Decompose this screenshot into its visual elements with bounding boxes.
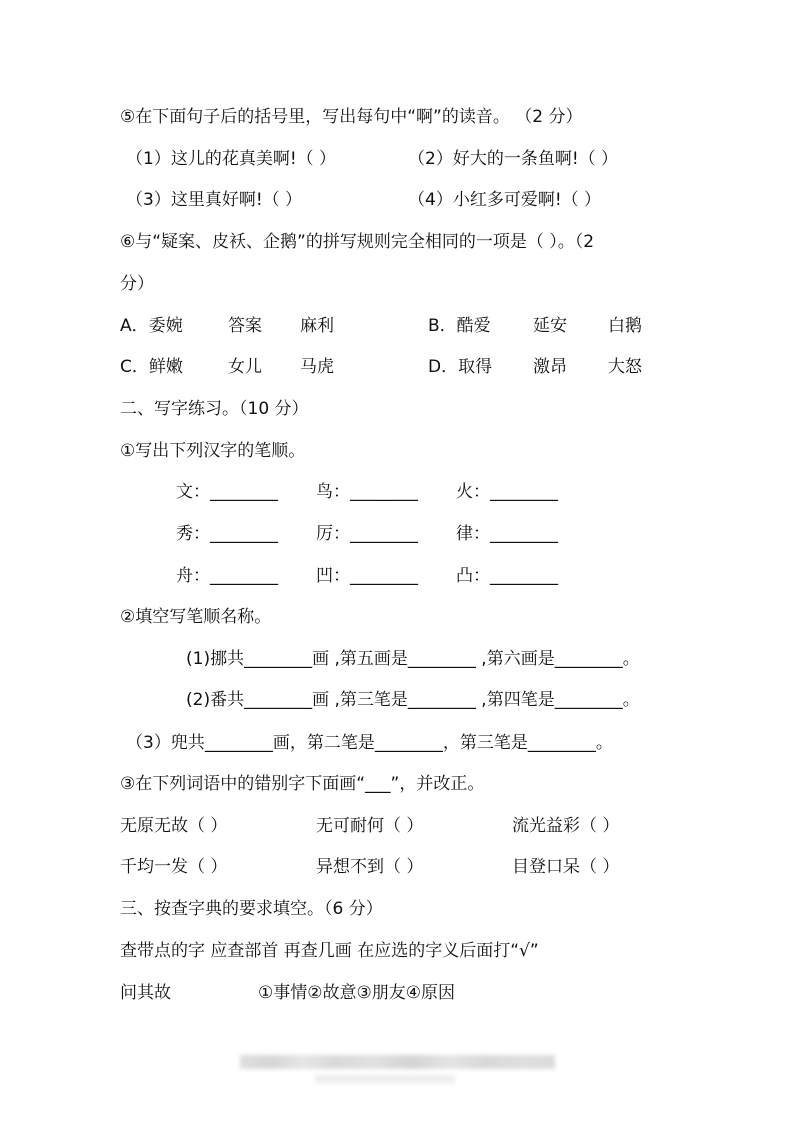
- section2-title: 二、写字练习。（10 分）: [120, 399, 309, 419]
- option-d-word-3: 大怒: [608, 357, 642, 377]
- option-b-word-2: 延安: [533, 316, 567, 336]
- option-a-label: A．委婉: [120, 316, 183, 336]
- option-b-label: B．酷爱: [428, 316, 491, 336]
- option-c-word-2: 女儿: [228, 357, 262, 377]
- q5-item-4: （4）小红多可爱啊!（ ）: [408, 190, 602, 210]
- q3-word-3: 流光益彩（ ）: [512, 816, 620, 836]
- option-c-label: C．鲜嫩: [120, 357, 183, 377]
- option-c-word-3: 马虎: [300, 357, 334, 377]
- stroke-cell-li: 厉：________: [316, 524, 418, 544]
- q3-word-6: 目登口呆（ ）: [512, 857, 620, 877]
- stroke-cell-tu: 凸：________: [456, 566, 558, 586]
- q3-word-4: 千均一发（ ）: [120, 857, 228, 877]
- option-d-label: D．取得: [428, 357, 493, 377]
- blurred-watermark: [240, 1055, 555, 1069]
- stroke-cell-niao: 鸟：________: [316, 482, 418, 502]
- q6-title-line1: ⑥与“疑案、皮袄、企鹅”的拼写规则完全相同的一项是（ ）。（2: [120, 232, 595, 252]
- q5-item-2: （2）好大的一条鱼啊!（ ）: [408, 149, 619, 169]
- stroke-cell-lv: 律：________: [456, 524, 558, 544]
- q5-title: ⑤在下面句子后的括号里，写出每句中“啊”的读音。 （2 分）: [120, 107, 583, 127]
- option-a-word-2: 答案: [228, 316, 262, 336]
- stroke-cell-zhou: 舟：________: [176, 566, 278, 586]
- stroke-cell-huo: 火：________: [456, 482, 558, 502]
- q5-item-3: （3）这里真好啊!（ ）: [126, 190, 303, 210]
- option-d-word-2: 激昂: [533, 357, 567, 377]
- section3-title: 三、按查字典的要求填空。（6 分）: [120, 899, 383, 919]
- option-b-word-3: 白鹅: [608, 316, 642, 336]
- q2-item-3: （3）兜共________画，第二笔是________，第三笔是________。: [126, 733, 613, 753]
- q6-title-line2: 分）: [120, 274, 154, 294]
- q1-title: ①写出下列汉字的笔顺。: [120, 441, 306, 461]
- stroke-cell-wen: 文：________: [176, 482, 278, 502]
- q3-title: ③在下列词语中的错别字下面画“___”，并改正。: [120, 774, 485, 794]
- q2-item-2: (2)番共________画 ,第三笔是________ ,第四笔是________。: [186, 690, 640, 710]
- section3-instruction: 查带点的字 应查部首 再查几画 在应选的字义后面打“√”: [120, 941, 539, 961]
- dictionary-word: 问其故: [120, 983, 171, 1003]
- stroke-cell-ao: 凹：________: [316, 566, 418, 586]
- option-a-word-3: 麻利: [300, 316, 334, 336]
- stroke-cell-xiu: 秀：________: [176, 524, 278, 544]
- q2-title: ②填空写笔顺名称。: [120, 607, 272, 627]
- q2-item-1: (1)挪共________画 ,第五画是________ ,第六画是________。: [186, 649, 640, 669]
- q3-word-5: 异想不到（ ）: [316, 857, 424, 877]
- q3-word-2: 无可耐何（ ）: [316, 816, 424, 836]
- blurred-watermark-sub: [315, 1075, 455, 1083]
- q3-word-1: 无原无故（ ）: [120, 816, 228, 836]
- q5-item-1: （1）这儿的花真美啊!（ ）: [126, 149, 337, 169]
- dictionary-meanings: ①事情②故意③朋友④原因: [258, 983, 455, 1003]
